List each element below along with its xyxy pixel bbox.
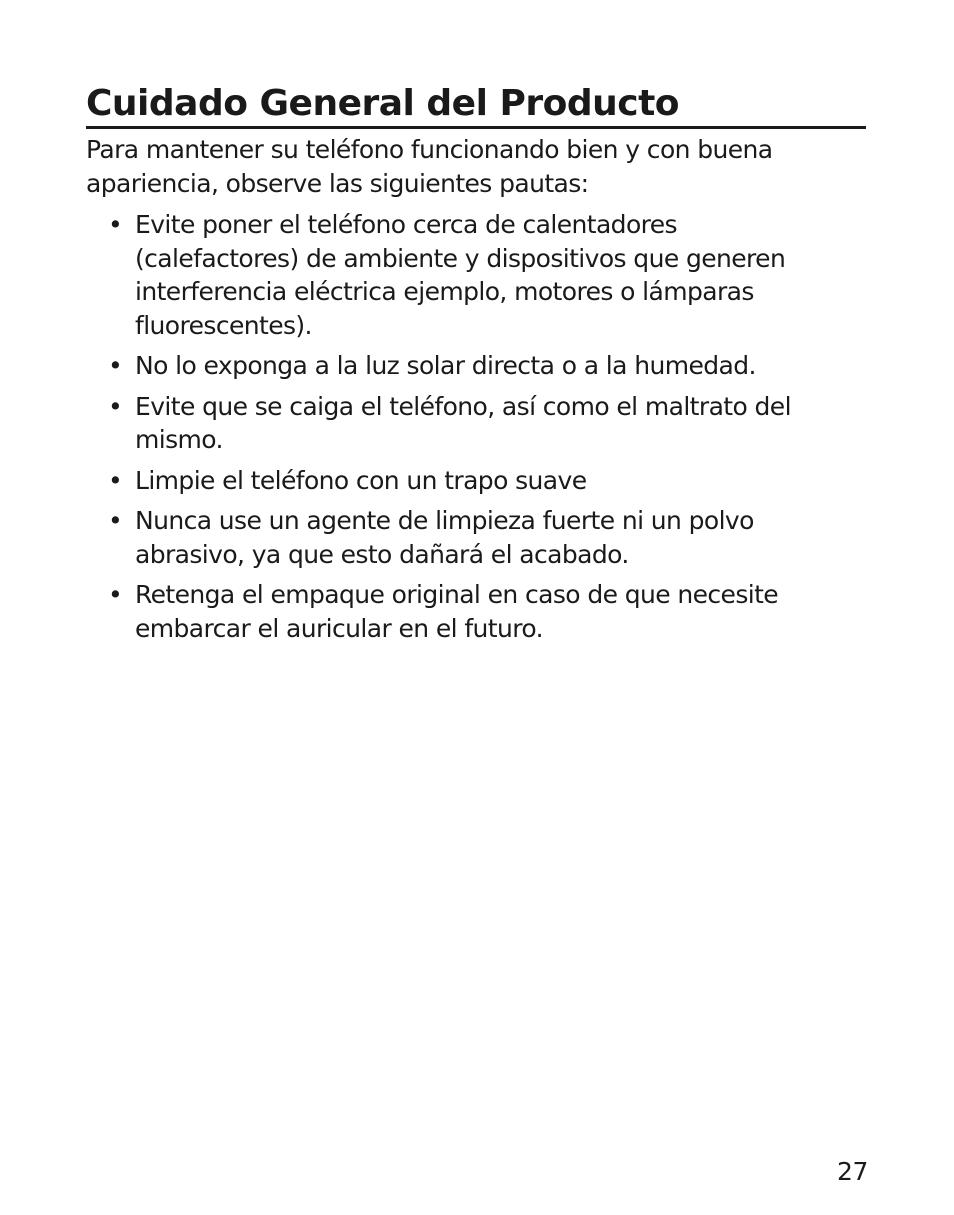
bullet-icon: •: [108, 580, 123, 609]
page-title: Cuidado General del Producto: [86, 82, 866, 129]
care-guidelines-list: [0, 208, 954, 652]
list-item: [0, 208, 835, 342]
list-item: [0, 578, 835, 645]
list-item-text: Retenga el empaque original en caso de que necesite embarcar el auricular en el futuro.: [135, 580, 779, 643]
list-item-text: No lo exponga a la luz solar directa o a la humedad.: [135, 351, 756, 380]
list-item-text: Evite poner el teléfono cerca de calentadores (calefactores) de ambiente y dispositivos que generen interferencia eléctrica ejemplo, motores o lámparas fluorescentes).: [135, 210, 786, 340]
bullet-icon: •: [108, 506, 123, 535]
bullet-icon: •: [108, 210, 123, 239]
list-item-text: Evite que se caiga el teléfono, así como el maltrato del mismo.: [135, 391, 791, 454]
list-item: [0, 504, 835, 571]
bullet-icon: •: [108, 465, 123, 495]
list-item: [0, 390, 835, 457]
list-item: [0, 464, 835, 498]
intro-paragraph: Para mantener su teléfono funcionando bien y con buena apariencia, observe las siguientes pautas:: [86, 135, 773, 198]
bullet-icon: •: [108, 351, 123, 380]
list-item-text: Limpie el teléfono con un trapo suave: [135, 465, 587, 495]
bullet-icon: •: [108, 391, 123, 421]
page-number: 27: [836, 1157, 868, 1186]
list-item-text: Nunca use un agente de limpieza fuerte ni un polvo abrasivo, ya que esto dañará el acabado.: [135, 506, 754, 569]
list-item: [0, 349, 835, 383]
